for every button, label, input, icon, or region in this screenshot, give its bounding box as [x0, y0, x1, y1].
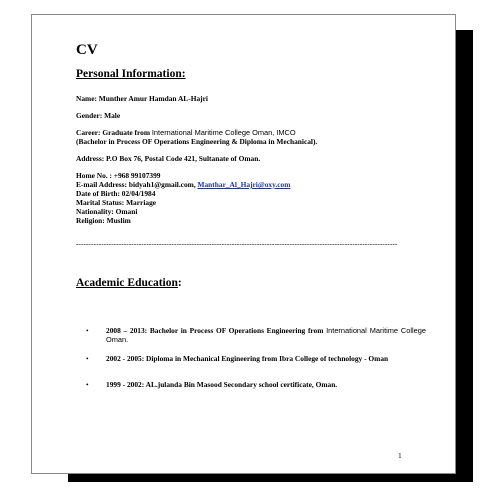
education-item-plain: International Maritime College Oman.: [106, 326, 426, 345]
career-label: Career: Graduate from: [76, 128, 152, 137]
education-item: [86, 354, 426, 363]
academic-education-heading: [76, 276, 406, 290]
education-item-bold: 2008 – 2013: Bachelor in Process OF Operations Engineering from: [106, 326, 327, 335]
career-college: International Maritime College Oman, IMCO: [151, 128, 296, 137]
email-link[interactable]: Manthar_Al_Hajri@oxy.com: [197, 180, 291, 189]
education-item: [86, 326, 426, 345]
document-page: [31, 14, 456, 474]
education-item-bold: 2002 - 2005: Diploma in Mechanical Engineering from Ibra College of technology - Oman: [106, 353, 389, 363]
education-item-bold: 1999 - 2002: AL.julanda Bin Masood Secondary school certificate, Oman.: [106, 379, 338, 389]
personal-info-heading: Personal Information:: [76, 68, 186, 80]
career-line: [76, 128, 406, 137]
nationality-line: Nationality: Omani: [76, 207, 138, 216]
education-item: [86, 380, 426, 389]
cv-title: CV: [76, 42, 98, 58]
bullet-icon: •: [86, 326, 89, 335]
marital-status-line: Marital Status: Marriage: [76, 198, 157, 207]
academic-education-title: Academic Education: [76, 277, 178, 289]
career-detail-line: (Bachelor in Process OF Operations Engineering & Diploma in Mechanical).: [76, 137, 318, 146]
academic-education-colon: :: [177, 277, 182, 289]
education-list: [76, 326, 426, 389]
page-number: 1: [398, 451, 402, 460]
home-phone-line: Home No. : +968 99107399: [76, 171, 161, 180]
page-content: [76, 41, 426, 389]
email-line: [76, 180, 406, 189]
name-line: Name: Munther Amur Hamdan AL-Hajri: [76, 94, 208, 103]
email-label: E-mail Address: bidyah1@gmail.com,: [76, 180, 198, 189]
dob-line: Date of Birth: 02/04/1984: [76, 189, 156, 198]
gender-line: Gender: Male: [76, 111, 121, 120]
religion-line: Religion: Muslim: [76, 216, 131, 225]
bullet-icon: •: [86, 353, 89, 363]
bullet-icon: •: [86, 379, 89, 389]
address-line: Address: P.O Box 76, Postal Code 421, Sultanate of Oman.: [76, 154, 261, 163]
separator-line: --------------------------------------------------------------------------------------------------------------------------------: [76, 239, 398, 248]
